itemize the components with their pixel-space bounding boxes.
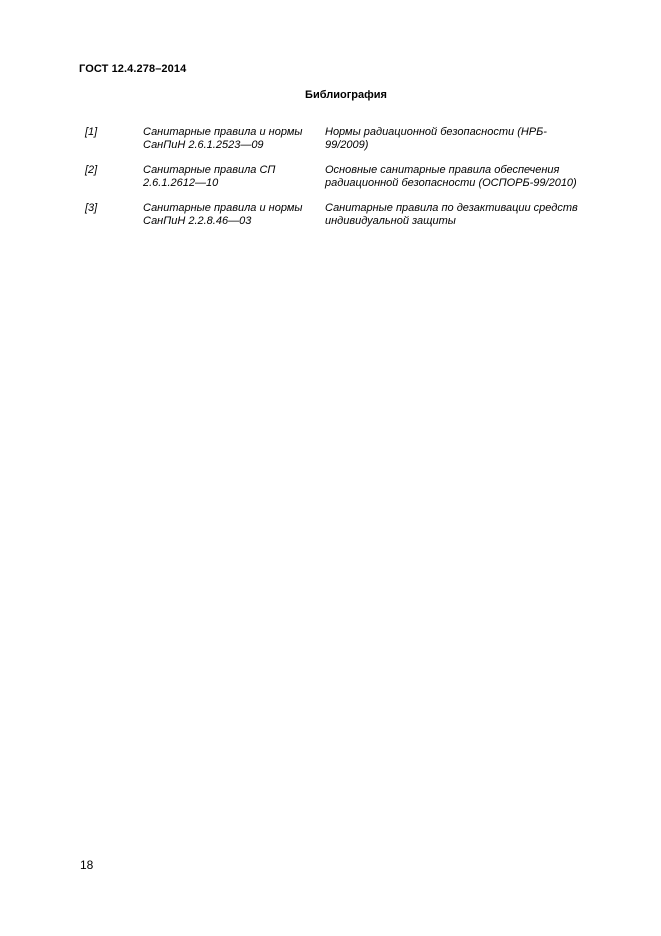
section-title: Библиография [305, 89, 387, 101]
entry-title-line: Основные санитарные правила обеспечения [325, 164, 560, 176]
entry-title [325, 202, 605, 228]
bibliography-entry [85, 164, 605, 190]
entry-code-line: 2.6.1.2612—10 [143, 177, 219, 189]
entry-number: [2] [85, 164, 98, 176]
entry-code-line: СанПиН 2.2.8.46—03 [143, 215, 252, 227]
entry-number: [3] [85, 202, 98, 214]
entry-code-line: Санитарные правила и нормы [143, 126, 303, 138]
entry-title-line: 99/2009) [325, 139, 369, 151]
entry-code-line: Санитарные правила и нормы [143, 202, 303, 214]
entry-number: [1] [85, 126, 98, 138]
entry-title-line: индивидуальной защиты [325, 215, 456, 227]
entry-title [325, 126, 605, 152]
bibliography-entry [85, 126, 605, 152]
document-header-code: ГОСТ 12.4.278–2014 [79, 63, 187, 75]
entry-code [143, 202, 325, 228]
entry-code [143, 164, 325, 190]
entry-code-line: СанПиН 2.6.1.2523—09 [143, 139, 264, 151]
entry-title-line: радиационной безопасности (ОСПОРБ-99/2010) [325, 177, 577, 189]
entry-title-line: Нормы радиационной безопасности (НРБ- [325, 126, 547, 138]
entry-title-line: Санитарные правила по дезактивации средств [325, 202, 578, 214]
entry-code-line: Санитарные правила СП [143, 164, 276, 176]
entry-title [325, 164, 605, 190]
bibliography-entry [85, 202, 605, 228]
bibliography-list [85, 126, 605, 240]
page-number: 18 [80, 858, 94, 872]
entry-code [143, 126, 325, 152]
